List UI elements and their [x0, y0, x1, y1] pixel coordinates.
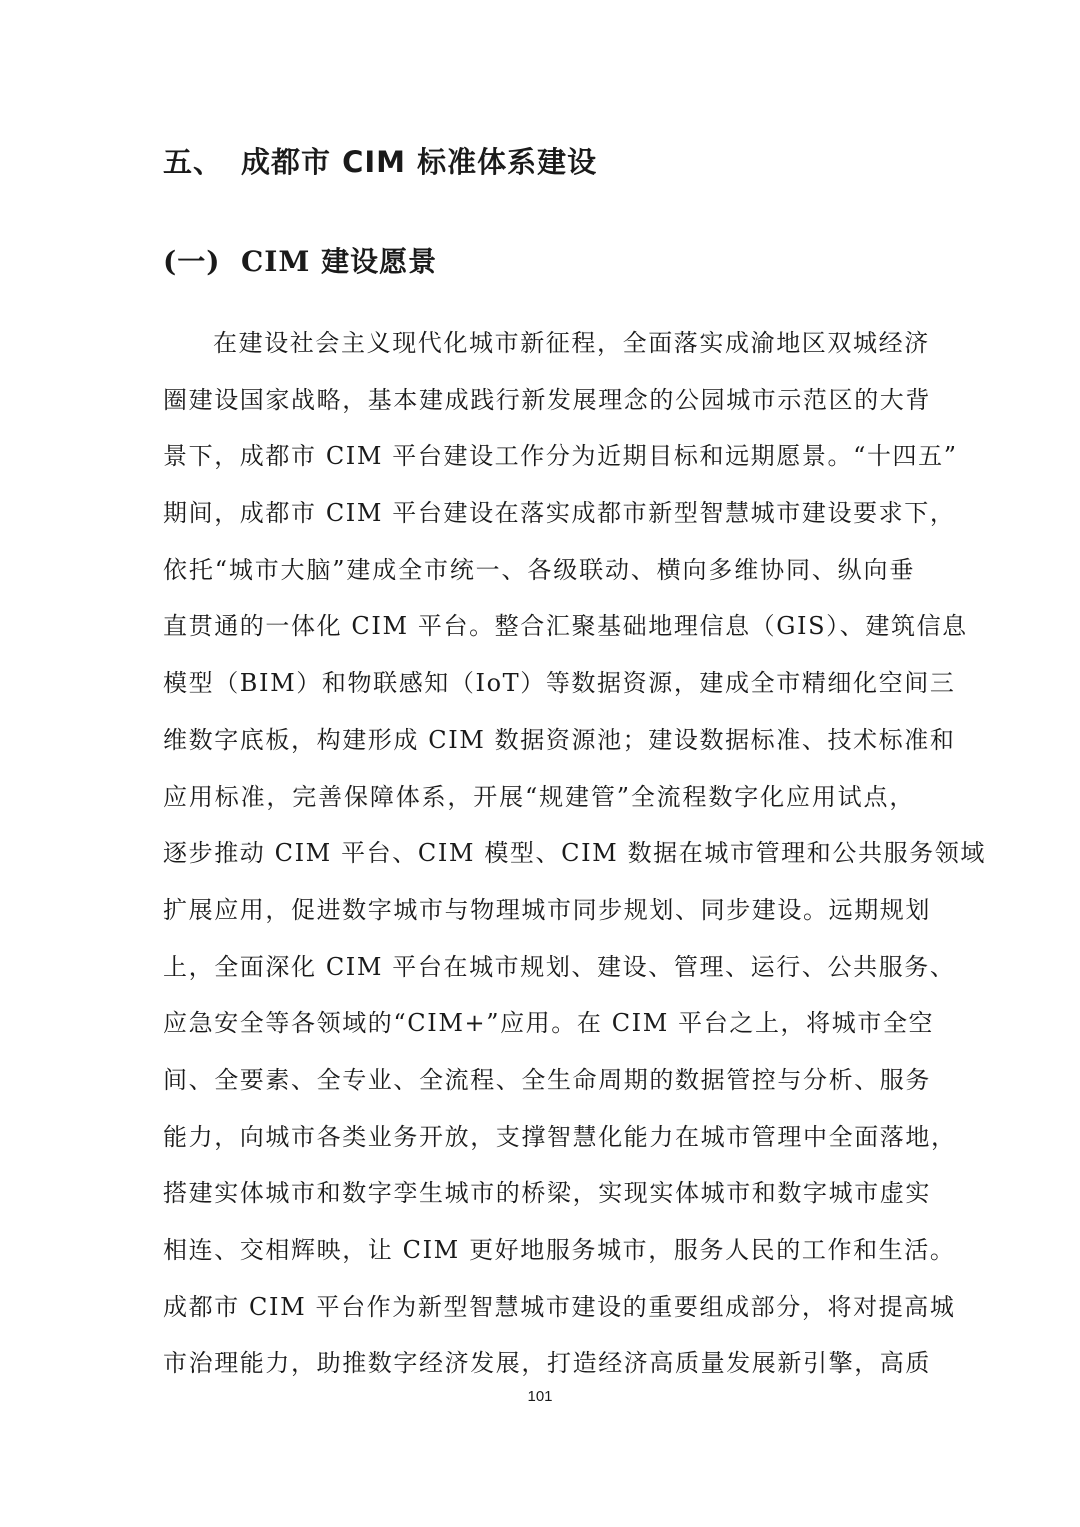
section-number: (一): [163, 245, 221, 278]
paragraph-line: 圈建设国家战略，基本建成践行新发展理念的公园城市示范区的大背: [163, 385, 931, 414]
page-number: 101: [527, 1388, 553, 1405]
paragraph-line: 逐步推动 CIM 平台、CIM 模型、CIM 数据在城市管理和公共服务领域: [163, 839, 986, 868]
paragraph-line: 间、全要素、全专业、全流程、全生命周期的数据管控与分析、服务: [163, 1065, 931, 1094]
paragraph-line: 期间，成都市 CIM 平台建设在落实成都市新型智慧城市建设要求下，: [163, 499, 956, 528]
section-title: CIM 建设愿景: [241, 245, 438, 278]
paragraph-line: 市治理能力，助推数字经济发展，打造经济高质量发展新引擎，高质: [163, 1349, 931, 1378]
paragraph-line: 维数字底板，构建形成 CIM 数据资源池；建设数据标准、技术标准和: [163, 725, 956, 754]
paragraph-line: 在建设社会主义现代化城市新征程，全面落实成渝地区双城经济: [213, 329, 930, 357]
paragraph-line: 搭建实体城市和数字孪生城市的桥梁，实现实体城市和数字城市虚实: [163, 1179, 931, 1208]
chapter-title: 成都市 CIM 标准体系建设: [241, 145, 598, 179]
paragraph-line: 成都市 CIM 平台作为新型智慧城市建设的重要组成部分，将对提高城: [163, 1292, 956, 1321]
paragraph-line: 模型（BIM）和物联感知（IoT）等数据资源，建成全市精细化空间三: [163, 669, 956, 698]
paragraph-line: 相连、交相辉映，让 CIM 更好地服务城市，服务人民的工作和生活。: [163, 1236, 956, 1264]
section-heading: [163, 240, 437, 280]
paragraph-line: 能力，向城市各类业务开放，支撑智慧化能力在城市管理中全面落地，: [163, 1122, 957, 1151]
paragraph-line: 景下，成都市 CIM 平台建设工作分为近期目标和远期愿景。“十四五”: [163, 442, 958, 471]
paragraph-line: 扩展应用，促进数字城市与物理城市同步规划、同步建设。远期规划: [163, 895, 931, 924]
paragraph-line: 应急安全等各领域的“CIM+”应用。在 CIM 平台之上，将城市全空: [163, 1009, 935, 1038]
paragraph-line: 依托“城市大脑”建成全市统一、各级联动、横向多维协同、纵向垂: [163, 555, 915, 584]
chapter-number: 五、: [163, 145, 224, 179]
paragraph-line: 上，全面深化 CIM 平台在城市规划、建设、管理、运行、公共服务、: [163, 952, 956, 981]
paragraph-line: 直贯通的一体化 CIM 平台。整合汇聚基础地理信息（GIS）、建筑信息: [163, 612, 968, 641]
paragraph-line: 应用标准，完善保障体系，开展“规建管”全流程数字化应用试点，: [163, 782, 915, 811]
body-paragraph: [163, 315, 986, 1392]
chapter-heading: [163, 140, 597, 181]
